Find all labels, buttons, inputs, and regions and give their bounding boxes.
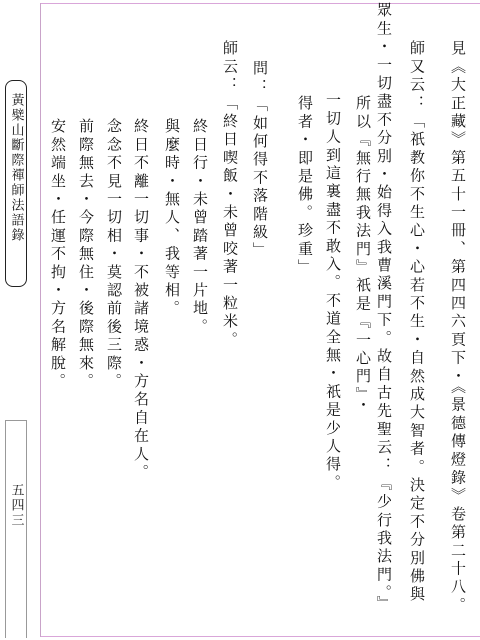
text-column-12: 念念不見一切相・莫認前後三際。 [105,118,123,391]
page-border-top [40,3,480,4]
text-column-8: 師云：「終日喫飯・未曾咬著一粒米。 [221,40,239,350]
book-title-box [5,80,27,287]
text-column-10: 與麼時・無人、我等相。 [163,118,181,319]
book-title: 黃檗山斷際禪師法語錄 [8,93,24,243]
text-column-1: 見《大正藏》第五十一冊、第四四六頁下・《景德傳燈錄》卷第二十八。 [449,40,467,615]
page-number: 五四三 [8,483,24,528]
page-border-bottom [40,636,480,637]
text-column-5: 一切人到這裏盡不敢入。不道全無・祇是少人得。 [324,92,342,493]
text-column-7: 問：「如何得不落階級」 [251,60,269,261]
text-column-2: 師又云：「祇教你不生心・心若不生・自然成大智者。決定不分別佛與 [408,40,426,605]
text-column-6: 得者・即是佛。珍重」 [296,95,314,277]
text-column-9: 終日行・未曾踏著一片地。 [191,118,209,337]
text-column-4: 所以『無行無我法門』祇是『一心門』・ [354,95,372,416]
text-column-13: 前際無去・今際無住・後際無來。 [77,118,95,391]
page-number-box [5,420,27,638]
text-column-14: 安然端坐・任運不拘・方名解脫。 [49,118,67,391]
text-column-11: 終日不離一切事・不被諸境惑・方名自在人。 [132,118,150,482]
page-border-left [40,3,41,637]
text-column-3: 眾生・一切盡不分別・始得入我曹溪門下。故自古先聖云：『少行我法門。』 [375,2,393,614]
